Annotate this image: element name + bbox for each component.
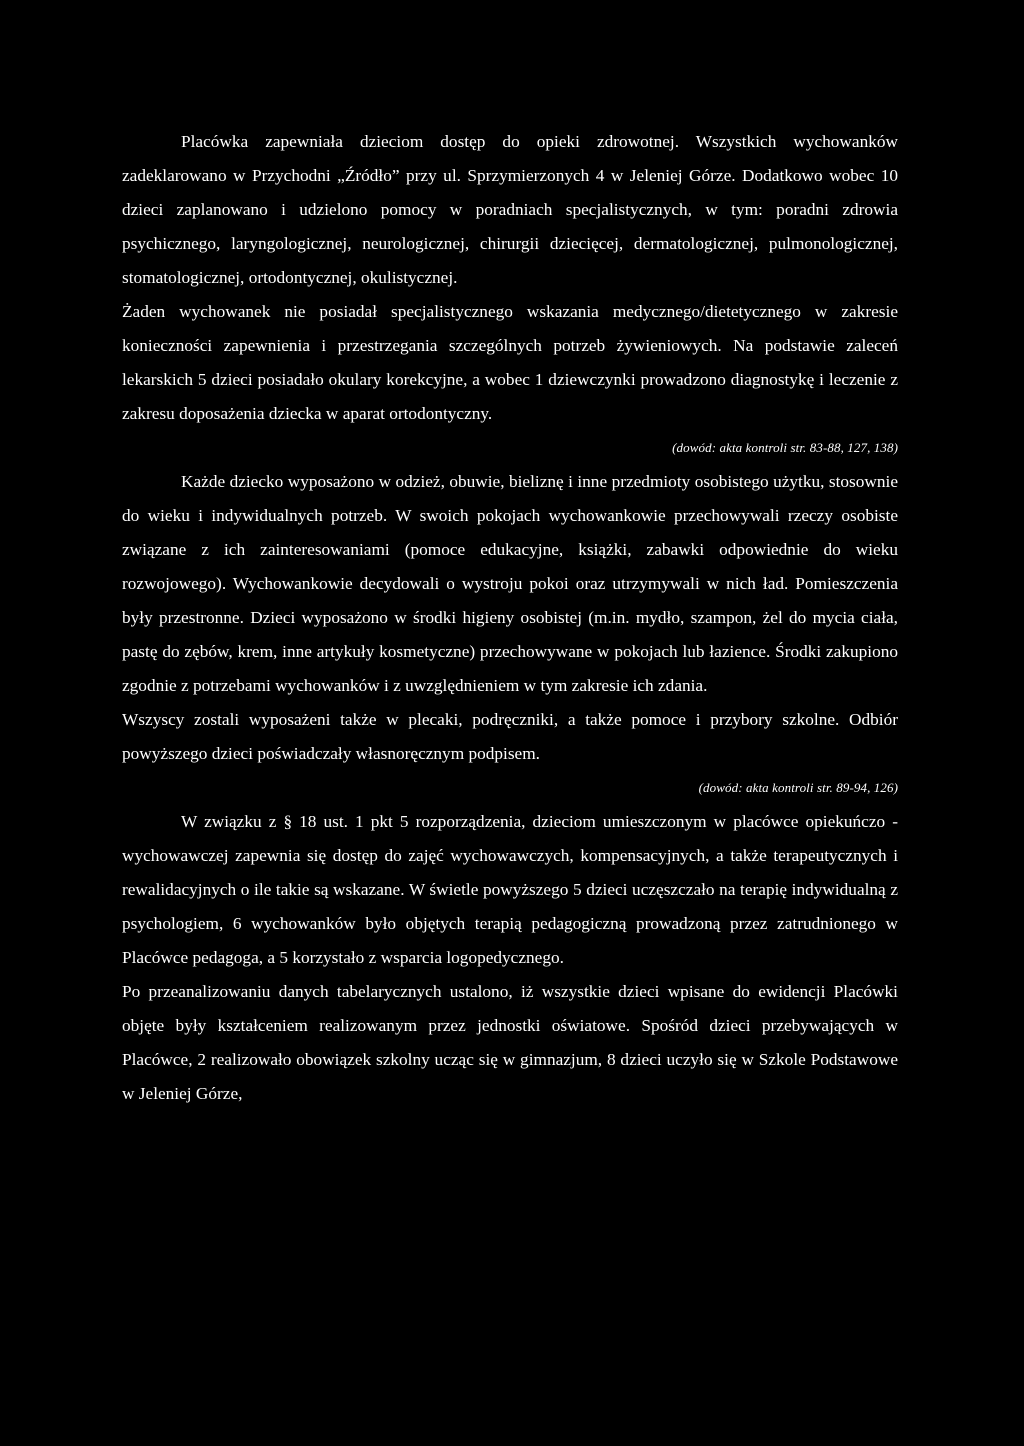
evidence-citation: (dowód: akta kontroli str. 83-88, 127, 138) [672, 440, 898, 455]
paragraph-therapy: W związku z § 18 ust. 1 pkt 5 rozporządzenia, dzieciom umieszczonym w placówce opiekuńczo - wychowawczej zapewnia się dostęp do zajęć wychowawczych, kompensacyjnych, a także terapeutycznych i rewalidacyjnych o ile takie są wskazane. W świetle powyższego 5 dzieci uczęszczało na terapię indywidualną z psychologiem, 6 wychowanków było objętych terapią pedagogiczną prowadzoną przez zatrudnionego w Placówce pedagoga, a 5 korzystało z wsparcia logopedycznego. [122, 812, 898, 967]
paragraph-school-supplies: Wszyscy zostali wyposażeni także w plecaki, podręczniki, a także pomoce i przybory szkolne. Odbiór powyższego dzieci poświadczały własnoręcznym podpisem. [122, 710, 898, 763]
paragraph-education: Po przeanalizowaniu danych tabelarycznych ustalono, iż wszystkie dzieci wpisane do ewidencji Placówki objęte były kształceniem realizowanym przez jednostki oświatowe. Spośród dzieci przebywających w Placówce, 2 realizowało obowiązek szkolny ucząc się w gimnazjum, 8 dzieci uczyło się w Szkole Podstawowe w Jeleniej Górze, [122, 982, 898, 1103]
paragraph-diet-and-treatment: Żaden wychowanek nie posiadał specjalistycznego wskazania medycznego/dietetycznego w zakresie konieczności zapewnienia i przestrzegania szczególnych potrzeb żywieniowych. Na podstawie zaleceń lekarskich 5 dzieci posiadało okulary korekcyjne, a wobec 1 dziewczynki prowadzono diagnostykę i leczenie z zakresu doposażenia dziecka w aparat ortodontyczny. [122, 302, 898, 423]
paragraph-clothing-and-hygiene: Każde dziecko wyposażono w odzież, obuwie, bieliznę i inne przedmioty osobistego użytku, stosownie do wieku i indywidualnych potrzeb. W swoich pokojach wychowankowie przechowywali rzeczy osobiste związane z ich zainteresowaniami (pomoce edukacyjne, książki, zabawki odpowiednie do wieku rozwojowego). Wychowankowie decydowali o wystroju pokoi oraz utrzymywali w nich ład. Pomieszczenia były przestronne. Dzieci wyposażono w środki higieny osobistej (m.in. mydło, szampon, żel do mycia ciała, pastę do zębów, krem, inne artykuły kosmetyczne) przechowywane w pokojach lub łazience. Środki zakupiono zgodnie z potrzebami wychowanków i z uwzględnieniem w tym zakresie ich zdania. [122, 472, 898, 695]
evidence-citation: (dowód: akta kontroli str. 89-94, 126) [698, 780, 898, 795]
document-page [122, 125, 898, 1111]
paragraph-health-care: Placówka zapewniała dzieciom dostęp do opieki zdrowotnej. Wszystkich wychowanków zadeklarowano w Przychodni „Źródło” przy ul. Sprzymierzonych 4 w Jeleniej Górze. Dodatkowo wobec 10 dzieci zaplanowano i udzielono pomocy w poradniach specjalistycznych, w tym: poradni zdrowia psychicznego, laryngologicznej, neurologicznej, chirurgii dziecięcej, dermatologicznej, pulmonologicznej, stomatologicznej, ortodontycznej, okulistycznej. [122, 132, 898, 287]
